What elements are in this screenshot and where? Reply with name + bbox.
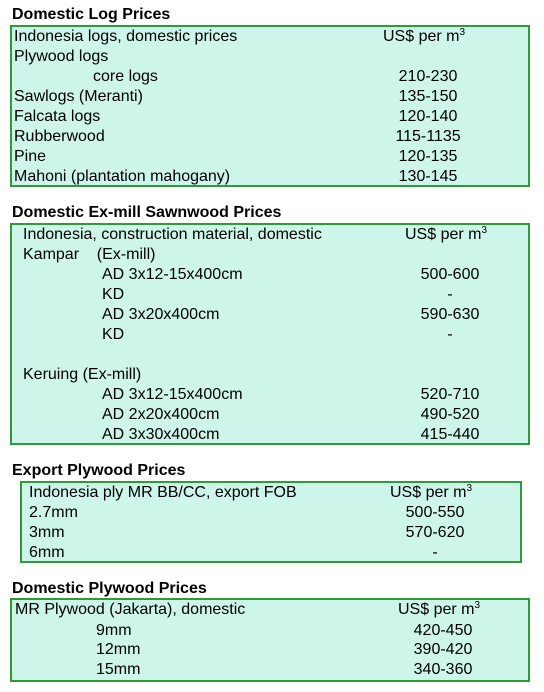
row-label: Pine <box>14 148 47 165</box>
header-label: Indonesia, construction material, domestic <box>23 226 322 243</box>
row-value: 135-150 <box>398 88 458 105</box>
row-label: AD 2x20x400cm <box>102 406 220 423</box>
row-value: 570-620 <box>405 524 465 541</box>
row-label: KD <box>102 326 125 343</box>
row-value: - <box>447 326 453 343</box>
unit-label: US$ per $m^3$ <box>405 225 488 243</box>
unit-label: US$ per $m^3$ <box>398 600 481 618</box>
row-label: 9mm <box>96 622 132 639</box>
section-title-domestic-log: Domestic Log Prices <box>12 6 171 23</box>
row-value: 340-360 <box>413 661 473 678</box>
row-label: 6mm <box>29 544 65 561</box>
row-label: KD <box>102 286 125 303</box>
row-label: 15mm <box>96 661 141 678</box>
row-label: Rubberwood <box>14 128 105 145</box>
row-value: 415-440 <box>420 426 480 443</box>
row-label: Sawlogs (Meranti) <box>14 88 143 105</box>
row-label: core logs <box>93 68 158 85</box>
row-label: Falcata logs <box>14 108 101 125</box>
row-value: - <box>447 286 453 303</box>
row-label: 12mm <box>96 641 141 658</box>
row-label: AD 3x30x400cm <box>102 426 220 443</box>
section-title-export-plywood: Export Plywood Prices <box>12 462 186 479</box>
row-value: 500-600 <box>420 266 480 283</box>
row-value: 120-135 <box>398 148 458 165</box>
row-value: 590-630 <box>420 306 480 323</box>
row-label: 3mm <box>29 524 65 541</box>
row-value: 500-550 <box>405 504 465 521</box>
row-label: Mahoni (plantation mahogany) <box>14 168 231 185</box>
row-label: Kampar (Ex-mill) <box>23 246 156 263</box>
section-title-sawnwood: Domestic Ex-mill Sawnwood Prices <box>12 204 282 221</box>
row-value: 120-140 <box>398 108 458 125</box>
row-label: Keruing (Ex-mill) <box>23 366 142 383</box>
row-label: 2.7mm <box>29 504 78 521</box>
row-value: 420-450 <box>413 622 473 639</box>
row-value: 520-710 <box>420 386 480 403</box>
row-value: 490-520 <box>420 406 480 423</box>
header-label: Indonesia ply MR BB/CC, export FOB <box>29 484 297 501</box>
header-label: Indonesia logs, domestic prices <box>14 28 238 45</box>
row-label: Plywood logs <box>14 48 109 65</box>
row-value: 390-420 <box>413 641 473 658</box>
row-value: - <box>432 544 438 561</box>
section-title-domestic-plywood: Domestic Plywood Prices <box>12 580 207 597</box>
unit-label: US$ per $m^3$ <box>390 483 473 501</box>
row-label: AD 3x12-15x400cm <box>102 266 243 283</box>
header-label: MR Plywood (Jakarta), domestic <box>15 601 246 618</box>
unit-label: US$ per $m^3$ <box>383 27 466 45</box>
row-value: 130-145 <box>398 168 458 185</box>
row-label: AD 3x12-15x400cm <box>102 386 243 403</box>
row-label: AD 3x20x400cm <box>102 306 220 323</box>
row-value: 210-230 <box>398 68 458 85</box>
row-value: 115-1135 <box>395 128 461 145</box>
